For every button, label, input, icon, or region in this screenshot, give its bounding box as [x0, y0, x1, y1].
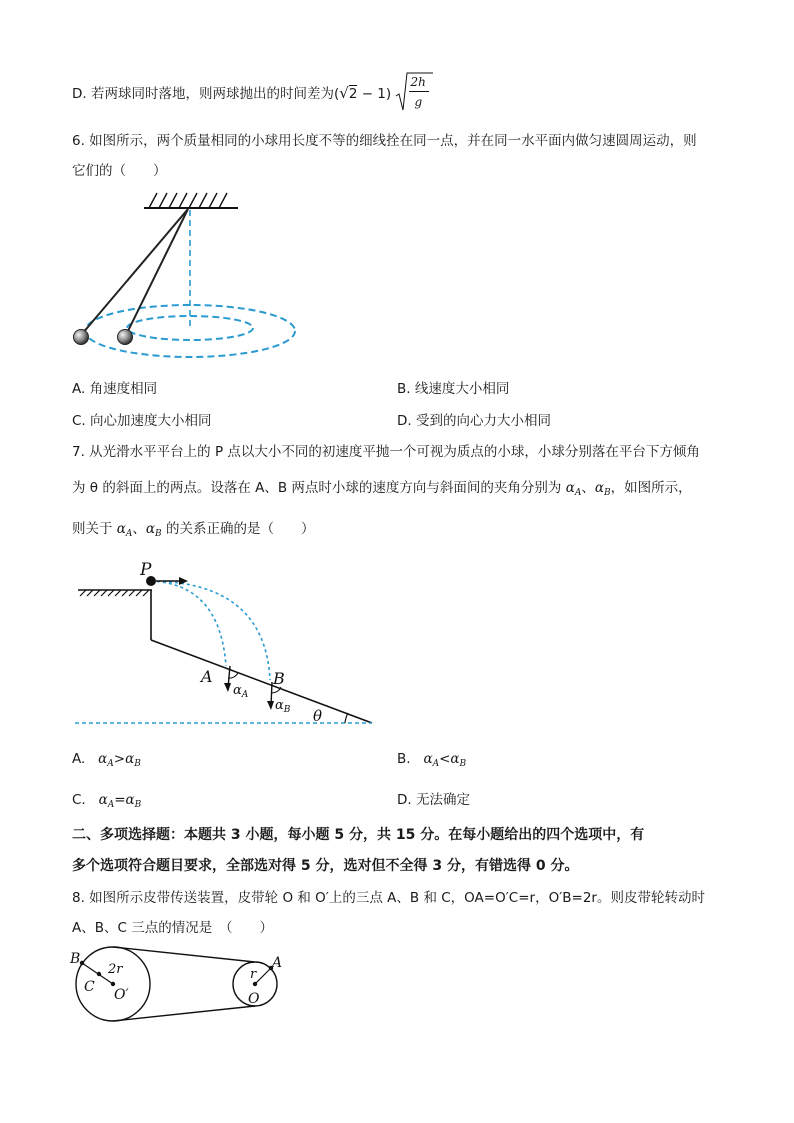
sub-b: B [603, 488, 611, 498]
q7-option-b[interactable] [397, 749, 466, 774]
q7-option-d[interactable]: D. 无法确定 [397, 792, 470, 808]
label-2r: 2r [108, 962, 123, 977]
label-b: B [273, 669, 285, 688]
label-a: A [272, 955, 283, 971]
sub-a: A [125, 529, 133, 539]
q5-option-d [72, 75, 435, 109]
q7-stem-line3-tail: 的关系正确的是（ ） [161, 521, 315, 537]
q6-stem-line2: 它们的（ ） [72, 163, 167, 179]
q8-stem-line2: A、B、C 三点的情况是 （ ） [72, 920, 273, 936]
center-o-prime [111, 982, 115, 986]
q7-stem-line2-tail: ，如图所示， [610, 480, 692, 496]
q5-root-fraction [395, 75, 435, 109]
q7-stem-line1: 7. 从光滑水平平台上的 P 点以大小不同的初速度平抛一个可视为质点的小球，小球分别落在平台下方倾角 [72, 444, 700, 460]
label-theta: θ [313, 707, 323, 725]
q5-sqrt-arg: 2 [348, 86, 358, 102]
q6-option-a[interactable]: A. 角速度相同 [72, 381, 158, 397]
label-b: B [70, 951, 81, 967]
alpha-symbol: α [98, 751, 108, 767]
sub-a: A [432, 759, 440, 769]
q7-stem-line3 [72, 519, 314, 544]
relation: > [113, 751, 126, 767]
q7-option-c[interactable] [72, 790, 141, 815]
q5-option-d-text: D. 若两球同时落地，则两球抛出的时间差为( [72, 86, 340, 102]
alpha-symbol: α [565, 480, 575, 496]
alpha-symbol: α [98, 792, 108, 808]
sub-a: A [107, 800, 115, 810]
alpha-symbol: α [145, 521, 156, 537]
label-a: A [201, 667, 213, 686]
q6-option-d[interactable]: D. 受到的向心力大小相同 [397, 413, 551, 429]
sub-b: B [134, 800, 142, 810]
q6-conical-pendulum-figure [60, 188, 310, 368]
q7-stem-line2 [72, 478, 692, 503]
sqrt-symbol: √ [339, 84, 349, 102]
label-r: r [250, 967, 257, 982]
q8-belt-pulley-figure [60, 945, 300, 1035]
label-o-prime: O′ [114, 987, 129, 1003]
alpha-symbol: α [125, 792, 135, 808]
sub-b: B [459, 759, 467, 769]
alpha-symbol: α [116, 521, 126, 537]
q5-frac-den: g [414, 95, 423, 109]
q6-option-b[interactable]: B. 线速度大小相同 [397, 381, 510, 397]
label-alpha-a: $\alpha_A$ [233, 683, 249, 700]
q6-option-c[interactable]: C. 向心加速度大小相同 [72, 413, 212, 429]
q7-projectile-incline-figure [60, 556, 390, 736]
ball-outer [74, 330, 89, 345]
separator: 、 [581, 480, 595, 496]
alpha-symbol: α [450, 751, 460, 767]
sub-a: A [107, 759, 114, 769]
alpha-symbol: α [423, 751, 433, 767]
label-o: O [248, 991, 260, 1007]
sub-a: A [574, 488, 582, 498]
q5-minus-one: − 1) [357, 86, 392, 102]
alpha-symbol: α [125, 751, 135, 767]
relation: < [439, 751, 451, 767]
q6-stem-line1: 6. 如图所示，两个质量相同的小球用长度不等的细线拴在同一点，并在同一水平面内做匀速圆周运动，则 [72, 133, 697, 149]
sub-b: B [155, 529, 162, 539]
label-p: P [140, 560, 152, 580]
section2-heading-line1: 二、多项选择题：本题共 3 小题，每小题 5 分，共 15 分。在每小题给出的四个选项中，有 [72, 827, 645, 843]
separator: 、 [132, 521, 146, 537]
q7-option-a[interactable] [72, 749, 141, 774]
option-prefix: B. [397, 751, 411, 767]
ball-inner [118, 330, 133, 345]
q7-stem-line3-text: 则关于 [72, 521, 117, 537]
relation: = [114, 792, 126, 808]
section2-heading-line2: 多个选项符合题目要求，全部选对得 5 分，选对但不全得 3 分，有错选得 0 分。 [72, 858, 579, 874]
option-prefix: A. [72, 751, 86, 767]
sub-b: B [134, 759, 141, 769]
q8-stem-line1: 8. 如图所示皮带传送装置，皮带轮 O 和 O′上的三点 A、B 和 C，OA=O′C=r，O′B=2r。则皮带轮转动时 [72, 890, 705, 906]
label-alpha-b: $\alpha_B$ [275, 698, 291, 715]
label-c: C [84, 979, 95, 995]
q5-frac-num: 2h [410, 75, 426, 89]
point-c [97, 972, 101, 976]
center-o [253, 982, 257, 986]
point-b [80, 961, 84, 965]
option-prefix: C. [72, 792, 86, 808]
alpha-symbol: α [594, 480, 604, 496]
q7-stem-line2-text: 为 θ 的斜面上的两点。设落在 A、B 两点时小球的速度方向与斜面间的夹角分别为 [72, 480, 566, 496]
